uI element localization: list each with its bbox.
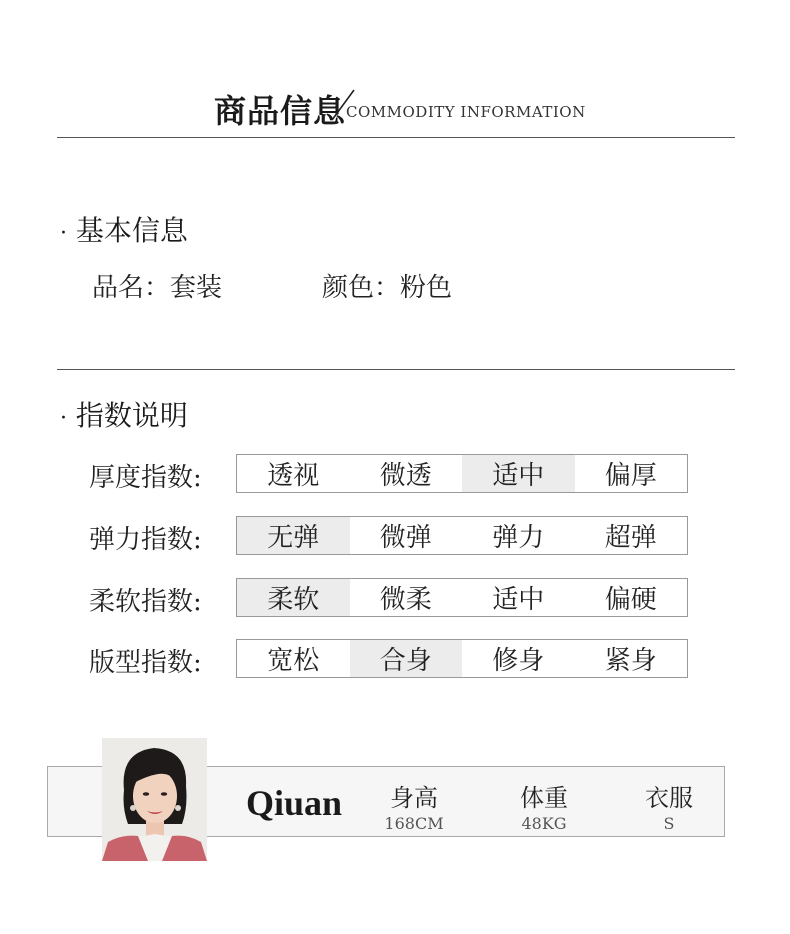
scale-option: 修身 <box>492 646 545 676</box>
divider <box>57 137 735 138</box>
stat-value: 168CM <box>384 814 444 833</box>
scale-label-fit: 版型指数: <box>89 648 202 678</box>
scale-option: 微透 <box>379 461 432 491</box>
scale-option: 柔软 <box>237 579 350 616</box>
stat-clothes <box>634 778 704 833</box>
product-name-label: 品名： <box>92 273 171 303</box>
stat-height <box>378 778 450 833</box>
scale-option: 透视 <box>267 461 320 491</box>
scale-thickness <box>236 454 688 493</box>
stat-label: 体重 <box>520 784 568 812</box>
model-name: Qiuan <box>246 783 343 823</box>
stat-label: 衣服 <box>645 784 693 812</box>
product-color-label: 颜色： <box>322 273 401 303</box>
scale-label-thickness: 厚度指数: <box>89 463 202 493</box>
scale-option: 紧身 <box>604 646 657 676</box>
scale-fit <box>236 639 688 678</box>
scale-label-elasticity: 弹力指数: <box>89 525 202 555</box>
scale-option: 合身 <box>350 640 463 677</box>
scale-option: 弹力 <box>492 523 545 553</box>
scale-option: 超弹 <box>604 523 657 553</box>
scale-elasticity <box>236 516 688 555</box>
product-color <box>322 267 452 304</box>
page-subtitle: COMMODITY INFORMATION <box>346 103 586 121</box>
scale-option: 适中 <box>492 585 545 615</box>
divider <box>57 369 735 370</box>
stat-value: 48KG <box>521 814 567 833</box>
scale-softness <box>236 578 688 617</box>
stat-weight <box>506 778 582 833</box>
product-name-value: 套装 <box>170 273 223 303</box>
model-photo <box>102 738 207 861</box>
bullet: · <box>60 406 67 431</box>
scale-option: 微柔 <box>379 585 432 615</box>
scale-option: 适中 <box>462 455 575 492</box>
index-heading <box>60 394 188 434</box>
bullet: · <box>60 221 67 246</box>
scale-option: 无弹 <box>237 517 350 554</box>
scale-option: 微弹 <box>379 523 432 553</box>
page-title: 商品信息 <box>214 92 347 130</box>
product-color-value: 粉色 <box>400 273 453 303</box>
scale-option: 偏厚 <box>604 461 657 491</box>
product-name <box>92 267 222 304</box>
index-title: 指数说明 <box>75 399 188 432</box>
scale-option: 偏硬 <box>604 585 657 615</box>
stat-value: S <box>663 814 675 833</box>
basic-info-heading <box>60 209 188 249</box>
basic-info-title: 基本信息 <box>75 214 188 247</box>
stat-label: 身高 <box>390 784 438 812</box>
scale-label-softness: 柔软指数: <box>89 587 202 617</box>
scale-option: 宽松 <box>267 646 320 676</box>
